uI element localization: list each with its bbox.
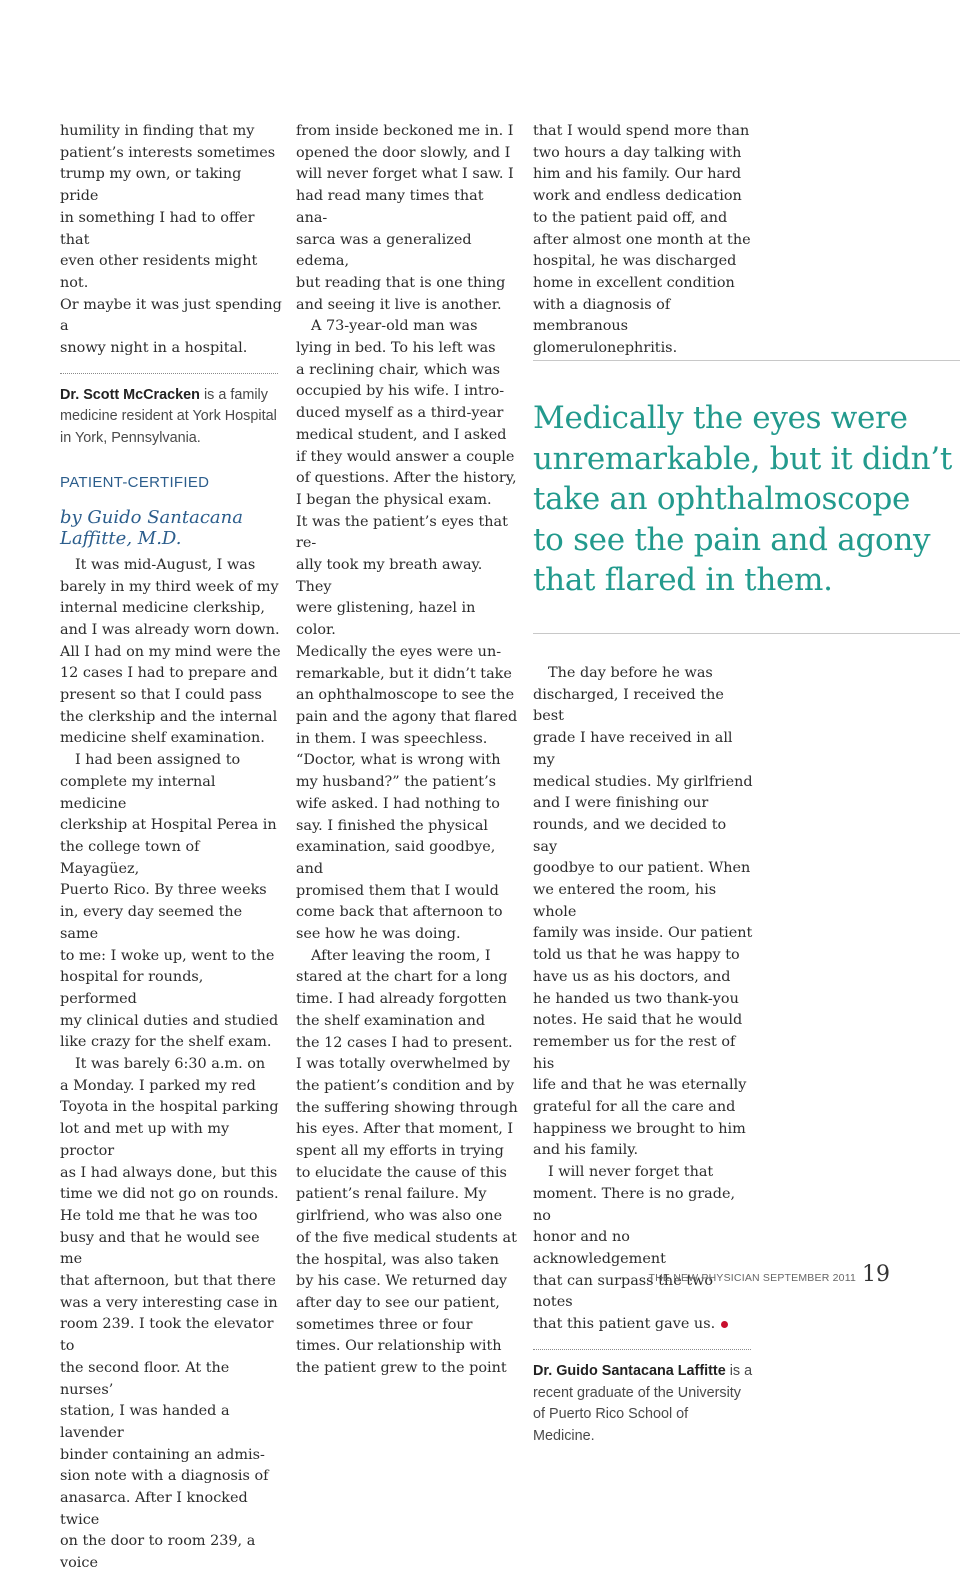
section-title: PATIENT-CERTIFIED bbox=[60, 473, 210, 491]
paragraph-after-leaving: After leaving the room, I stared at the chart for a long time. I had already forgotten the shelf examination and the 12 cases I had to present. I was totally overwhelmed by the patient’s condition and by the suffering showing through his eyes. After that moment, I spent all my efforts in trying to elucidate the cause of this patient’s renal failure. My girlfriend, who was also one of the five medical students at the hospital, was also taken by his case. We returned day after day to see our patient, sometimes three or four times. Our relationship with the patient grew to the point bbox=[296, 947, 518, 1377]
paragraph-patient-exam: A 73-year-old man was lying in bed. To his left was a reclining chair, which was occupied by his wife. I intro- duced myself as a third-year medical student, and I asked if they would answer a couple of questions. After the history, I began the physical exam. It was the patient’s eyes that re- ally took my breath away. They were glistening, hazel in color. Medically the eyes were un- remarkable, but it didn’t take an ophthalmoscope to see the pain and the agony that flared in them. I was speechless. “Doctor, what is wrong with my husband?” the patient’s wife asked. I had nothing to say. I finished the physical examination, said goodbye, and promised them that I would come back that afternoon to see how he was doing. bbox=[296, 318, 518, 943]
byline: by Guido Santacana Laffitte, M.D. bbox=[60, 506, 243, 549]
dotted-divider bbox=[533, 1349, 751, 1350]
column-1 bbox=[60, 121, 282, 1575]
paragraph-inside: from inside beckoned me in. I opened the door slowly, and I will never forget what I saw. I had read many times that ana- sarca was a generalized edema, but reading that is one thing and seeing it live is another. bbox=[296, 123, 514, 313]
column-2 bbox=[296, 121, 518, 1380]
paragraph-barely: It was barely 6:30 a.m. on a Monday. I parked my red Toyota in the hospital parking lot and met up with my proctor as I had always done, but this time we did not go on rounds. He told me that he was too busy and that he would see me that afternoon, but that there was a very interesting case in room 239. I took the elevator to the second floor. At the nurses’ station, I was handed a lavender binder containing an admis- sion note with a diagnosis of anasarca. After I knocked twice on the door to room 239, a voice bbox=[60, 1056, 279, 1572]
page-footer bbox=[648, 1262, 890, 1287]
pull-quote-top-rule bbox=[533, 360, 960, 361]
page-number: 19 bbox=[862, 1262, 890, 1287]
end-mark-icon bbox=[721, 1321, 728, 1328]
paragraph-assigned: I had been assigned to complete my internal medicine clerkship at Hospital Perea in the college town of Mayagüez, Puerto Rico. By three weeks in, every day seemed the same to me: I woke up, went to the hospital for rounds, performed my clinical duties and studied like crazy for the shelf exam. bbox=[60, 752, 279, 1051]
column-3-lower bbox=[533, 663, 753, 1448]
paragraph-mid-august: It was mid-August, I was barely in my third week of my internal medicine clerkship, and I was already worn down. All I had on my mind were the 12 cases I had to prepare and present so that I could pass the clerkship and the internal medicine shelf examination. bbox=[60, 556, 281, 747]
paragraph-humility: humility in finding that my patient’s interests sometimes trump my own, or taking pride in something I had to offer that even other residents might not. Or maybe it was just spending a snowy night in a hospital. bbox=[60, 123, 282, 357]
bio-author-name: Dr. Scott McCracken bbox=[60, 386, 200, 403]
pull-quote-bottom-rule bbox=[533, 633, 960, 634]
dotted-divider bbox=[60, 373, 278, 374]
paragraph-never-forget: I will never forget that moment. There is no grade, no honor and no acknowledgement that can surpass the two notes that this patient gave us. bbox=[533, 1164, 736, 1333]
publication-name: THE NEW PHYSICIAN SEPTEMBER 2011 bbox=[648, 1272, 856, 1284]
author-bio-santacana: Dr. Guido Santacana Laffitte is a recent graduate of the University of Puerto Rico School of Medicine. bbox=[533, 1362, 753, 1444]
column-3 bbox=[533, 121, 753, 360]
paragraph-day-before: The day before he was discharged, I received the best grade I have received in all my medical studies. My girlfriend and I were finishing our rounds, and we decided to say goodbye to our patient. When we entered the room, his whole family was inside. Our patient told us that he was happy to have us as his doctors, and he handed us two thank-you notes. He said that he would remember us for the rest of his life and that he was eternally grateful for all the care and happiness we brought to him and his family. bbox=[533, 665, 753, 1159]
paragraph-spend: that I would spend more than two hours a day talking with him and his family. Our hard work and endless dedication to the patient paid off, and after almost one month at the hospital, he was discharged home in excellent condition with a diagnosis of membranous glomerulonephritis. bbox=[533, 123, 751, 357]
author-bio-mccracken: Dr. Scott McCracken is a family medicine resident at York Hospital in York, Pennsylvania. bbox=[60, 386, 277, 447]
bio-author-name: Dr. Guido Santacana Laffitte bbox=[533, 1362, 726, 1379]
pull-quote: Medically the eyes were unremarkable, but it didn’t take an ophthalmoscope to see the pain and agony that flared in them. bbox=[533, 400, 952, 598]
